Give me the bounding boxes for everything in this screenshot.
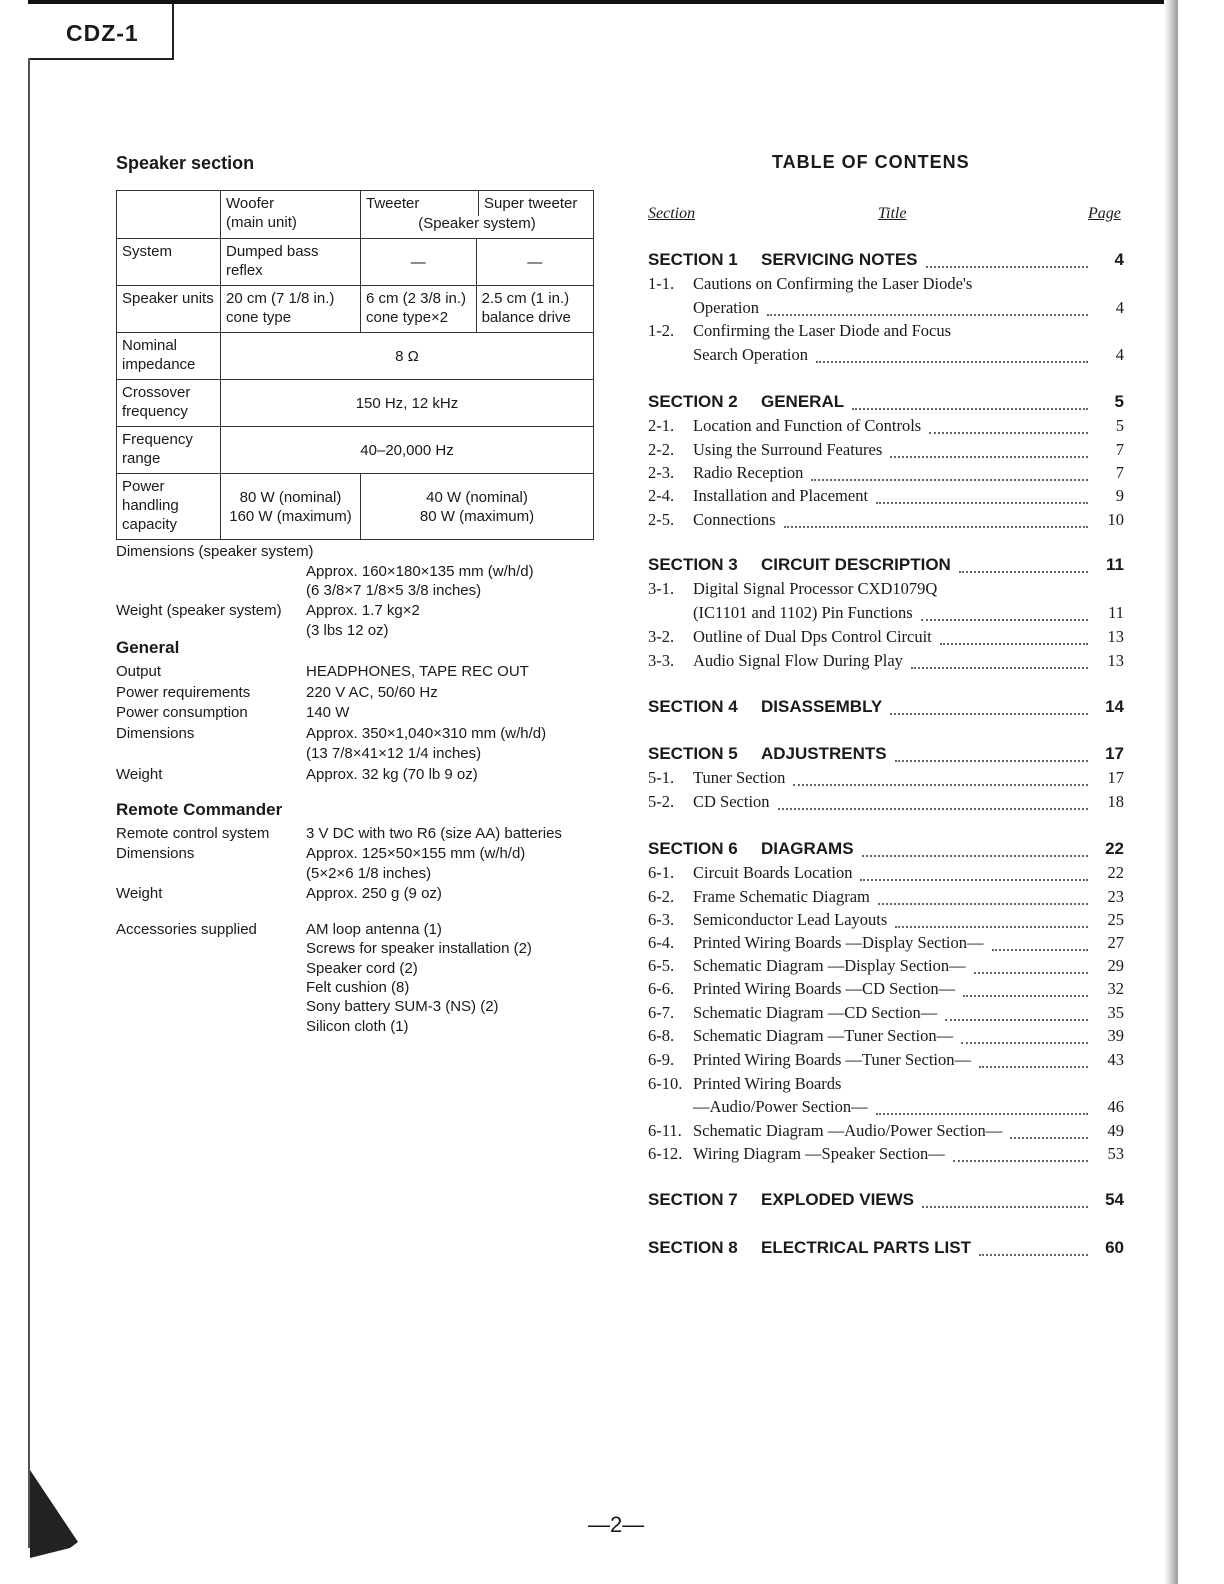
- toc-leader-dots: [811, 478, 1088, 481]
- speaker-dimensions-value: Approx. 160×180×135 mm (w/h/d): [306, 563, 534, 580]
- toc-entry[interactable]: [648, 463, 1124, 486]
- toc-leader-dots: [963, 994, 1088, 997]
- toc-entry-title: Wiring Diagram —Speaker Section—: [693, 1144, 945, 1163]
- table-header-tweeter: Tweeter: [361, 191, 479, 216]
- spec-label: Power consumption: [116, 704, 248, 721]
- table-row-label: Crossover frequency: [117, 380, 221, 427]
- table-cell: 20 cm (7 1/8 in.) cone type: [221, 286, 361, 333]
- left-margin-rule: [28, 58, 30, 1548]
- toc-entry-page: 17: [1105, 744, 1124, 763]
- spec-value: HEADPHONES, TAPE REC OUT: [306, 663, 529, 680]
- toc-entry-page: 5: [1115, 416, 1124, 435]
- toc-entry-page: 43: [1107, 1050, 1124, 1069]
- toc-entry-page: 11: [1108, 603, 1124, 622]
- accessory-item: Screws for speaker installation (2): [306, 940, 532, 958]
- table-cell: 2.5 cm (1 in.) balance drive: [476, 286, 593, 333]
- toc-leader-dots: [878, 902, 1088, 905]
- toc-entry-number: 2-5.: [648, 510, 675, 529]
- speaker-weight-value: Approx. 1.7 kg×2: [306, 602, 420, 619]
- table-cell: 150 Hz, 12 kHz: [221, 380, 594, 427]
- spec-value: 220 V AC, 50/60 Hz: [306, 683, 438, 701]
- toc-entry-page: 10: [1107, 510, 1124, 529]
- toc-leader-dots: [1010, 1136, 1088, 1139]
- model-label: CDZ-1: [66, 20, 139, 46]
- toc-leader-dots: [979, 1253, 1088, 1256]
- toc-entry[interactable]: [648, 440, 1124, 463]
- toc-entry-page: 22: [1107, 863, 1124, 882]
- toc-leader-dots: [953, 1159, 1088, 1162]
- toc-entry-title: Semiconductor Lead Layouts: [693, 910, 888, 929]
- toc-entry-title: Printed Wiring Boards —Display Section—: [693, 933, 984, 952]
- spec-value: Approx. 125×50×155 mm (w/h/d): [306, 845, 526, 862]
- toc-entry-title: Connections: [693, 510, 776, 529]
- toc-entry-page: 25: [1107, 910, 1124, 929]
- toc-leader-dots: [784, 525, 1088, 528]
- accessory-item: Silicon cloth (1): [306, 1017, 409, 1035]
- toc-leader-dots: [816, 360, 1088, 363]
- toc-entry-title: Schematic Diagram —Display Section—: [693, 956, 966, 975]
- toc-leader-dots: [862, 854, 1088, 857]
- speaker-dimensions-inches: (6 3/8×7 1/8×5 3/8 inches): [306, 582, 482, 599]
- toc-leader-dots: [974, 971, 1088, 974]
- toc-entry[interactable]: [648, 298, 1124, 321]
- table-row: [117, 474, 594, 540]
- speaker-dimensions-label: Dimensions (speaker system): [116, 543, 314, 560]
- toc-title: TABLE OF CONTENS: [772, 152, 970, 172]
- toc-entry-number: 6-12.: [648, 1144, 683, 1163]
- accessory-item: Sony battery SUM-3 (NS) (2): [306, 998, 499, 1016]
- spec-label: Output: [116, 663, 162, 680]
- accessory-item: Speaker cord (2): [306, 959, 418, 977]
- toc-entry[interactable]: [648, 863, 1124, 886]
- toc-entry-number: 6-9.: [648, 1050, 675, 1069]
- toc-entry-title: Circuit Boards Location: [693, 863, 853, 882]
- toc-entry[interactable]: [648, 956, 1124, 979]
- toc-leader-dots: [860, 878, 1088, 881]
- toc-entry-number: 6-4.: [648, 933, 675, 952]
- toc-leader-dots: [793, 783, 1088, 786]
- table-cell: —: [361, 239, 477, 286]
- toc-entry-number: 3-1.: [648, 579, 675, 598]
- toc-entry-title: Printed Wiring Boards —Tuner Section—: [693, 1050, 971, 1069]
- table-header-woofer: [221, 191, 361, 239]
- toc-entry-title: Printed Wiring Boards —CD Section—: [693, 979, 956, 998]
- toc-entry-page: 5: [1114, 392, 1124, 411]
- table-cell: 40 W (nominal) 80 W (maximum): [361, 474, 594, 540]
- toc-entry-number: 6-8.: [648, 1026, 675, 1045]
- toc-leader-dots: [961, 1041, 1088, 1044]
- toc-entry[interactable]: [648, 1144, 1124, 1167]
- toc-entry[interactable]: [648, 792, 1124, 815]
- speaker-section-title: Speaker section: [116, 153, 255, 173]
- table-cell: 6 cm (2 3/8 in.) cone type×2: [361, 286, 477, 333]
- toc-entry-title: ELECTRICAL PARTS LIST: [761, 1238, 971, 1257]
- toc-entry-title: Digital Signal Processor CXD1079Q: [693, 579, 938, 598]
- toc-entry-page: 9: [1115, 486, 1124, 505]
- toc-entry-title: Tuner Section: [693, 768, 786, 787]
- toc-entry[interactable]: [648, 910, 1124, 933]
- toc-entry[interactable]: [648, 579, 1124, 602]
- spec-value: Approx. 250 g (9 oz): [306, 885, 442, 902]
- toc-col-section: Section: [648, 205, 696, 222]
- toc-leader-dots: [945, 1018, 1088, 1021]
- toc-entry-page: 4: [1114, 250, 1124, 269]
- toc-entry-page: 53: [1107, 1144, 1124, 1163]
- corner-fold-mark: [30, 1470, 100, 1560]
- spec-label: Weight: [116, 885, 163, 902]
- table-row: [117, 380, 594, 427]
- table-row-label: Frequency range: [117, 427, 221, 474]
- table-row: [117, 239, 594, 286]
- table-cell: 8 Ω: [221, 333, 594, 380]
- spec-label: Remote control system: [116, 825, 270, 842]
- toc-entry-title: ADJUSTRENTS: [761, 744, 887, 763]
- toc-entry-title: —Audio/Power Section—: [693, 1097, 868, 1116]
- toc-entry-number: 3-2.: [648, 627, 675, 646]
- table-cell: —: [476, 239, 593, 286]
- spec-label: Power requirements: [116, 683, 251, 701]
- remote-commander-title: Remote Commander: [116, 800, 283, 819]
- toc-entry-page: 14: [1105, 697, 1124, 716]
- table-row-label: System: [117, 239, 221, 286]
- toc-entry[interactable]: [648, 416, 1124, 439]
- toc-entry-title: Printed Wiring Boards: [693, 1074, 842, 1093]
- toc-entry[interactable]: [648, 321, 1124, 344]
- toc-leader-dots: [911, 666, 1088, 669]
- toc-entry-number: 2-2.: [648, 440, 675, 459]
- table-cell: 80 W (nominal) 160 W (maximum): [221, 474, 361, 540]
- toc-entry-number: 6-11.: [648, 1121, 682, 1140]
- toc-entry-number: SECTION 3: [648, 555, 738, 574]
- toc-entry-page: 7: [1115, 463, 1124, 482]
- toc-leader-dots: [778, 807, 1088, 810]
- table-row-label: Nominal impedance: [117, 333, 221, 380]
- toc-entry-page: 17: [1107, 768, 1124, 787]
- toc-entry-number: SECTION 6: [648, 839, 738, 858]
- toc-entry-number: 5-1.: [648, 768, 675, 787]
- toc-leader-dots: [852, 407, 1088, 410]
- toc-entry-number: SECTION 2: [648, 392, 738, 411]
- toc-leader-dots: [926, 265, 1088, 268]
- toc-entry[interactable]: [648, 1074, 1124, 1097]
- toc-entry-number: SECTION 8: [648, 1238, 738, 1257]
- toc-entry[interactable]: [648, 603, 1124, 626]
- toc-section-heading[interactable]: [648, 555, 1124, 578]
- model-label-box: [28, 4, 174, 60]
- toc-section-heading[interactable]: [648, 744, 1124, 767]
- toc-entry-title: (IC1101 and 1102) Pin Functions: [693, 603, 913, 622]
- toc-entry-title: Using the Surround Features: [693, 440, 883, 459]
- toc-leader-dots: [979, 1065, 1088, 1068]
- table-header-speaker-system: [361, 191, 594, 239]
- toc-entry-title: Schematic Diagram —CD Section—: [693, 1003, 938, 1022]
- toc-entry-page: 22: [1105, 839, 1124, 858]
- toc-section-heading[interactable]: [648, 392, 1124, 415]
- toc-entry-page: 46: [1107, 1097, 1124, 1116]
- speaker-weight-lbs: (3 lbs 12 oz): [306, 622, 389, 639]
- toc-entry-title: Search Operation: [693, 345, 808, 364]
- toc-entry[interactable]: [648, 274, 1124, 297]
- toc-entry[interactable]: [648, 933, 1124, 956]
- toc-leader-dots: [922, 1205, 1088, 1208]
- toc-entry[interactable]: [648, 510, 1124, 533]
- toc-entry-title: Confirming the Laser Diode and Focus: [693, 321, 951, 340]
- toc-entry-page: 13: [1107, 627, 1124, 646]
- toc-entry[interactable]: [648, 486, 1124, 509]
- toc-section-heading[interactable]: [648, 1238, 1124, 1261]
- toc-entry-number: 2-3.: [648, 463, 675, 482]
- toc-entry-number: 1-2.: [648, 321, 675, 340]
- page-edge-shadow: [1164, 0, 1178, 1584]
- spec-value: 3 V DC with two R6 (size AA) batteries: [306, 825, 562, 842]
- toc-entry[interactable]: [648, 651, 1124, 674]
- spec-label: Weight: [116, 765, 163, 783]
- toc-entry-title: Frame Schematic Diagram: [693, 887, 870, 906]
- toc-leader-dots: [895, 925, 1088, 928]
- toc-entry-number: 6-1.: [648, 863, 675, 882]
- toc-entry-title: Radio Reception: [693, 463, 804, 482]
- toc-leader-dots: [940, 642, 1088, 645]
- general-title: General: [116, 638, 180, 657]
- toc-entry-page: 23: [1107, 887, 1124, 906]
- table-header-super-tweeter: Super tweeter: [484, 195, 578, 212]
- toc-entry-page: 13: [1107, 651, 1124, 670]
- toc-entry-title: Audio Signal Flow During Play: [693, 651, 903, 670]
- toc-col-title: Title: [878, 205, 907, 222]
- toc-entry-page: 39: [1107, 1026, 1124, 1045]
- toc-entry[interactable]: [648, 1050, 1124, 1073]
- accessory-item: Felt cushion (8): [306, 978, 410, 996]
- table-header-system-note: (Speaker system): [418, 215, 536, 232]
- toc-entry-title: CIRCUIT DESCRIPTION: [761, 555, 951, 574]
- spec-value: 140 W: [306, 704, 350, 721]
- toc-entry[interactable]: [648, 345, 1124, 368]
- toc-entry-number: 3-3.: [648, 651, 675, 670]
- toc-section-heading[interactable]: [648, 697, 1124, 720]
- toc-entry-number: 2-4.: [648, 486, 675, 505]
- toc-entry-title: Operation: [693, 298, 759, 317]
- accessory-item: AM loop antenna (1): [306, 921, 442, 938]
- speaker-weight-label: Weight (speaker system): [116, 602, 282, 619]
- toc-entry-page: 4: [1115, 345, 1124, 364]
- toc-entry[interactable]: [648, 887, 1124, 910]
- toc-leader-dots: [959, 570, 1088, 573]
- toc-entry-title: Outline of Dual Dps Control Circuit: [693, 627, 932, 646]
- table-row-label: Power handling capacity: [117, 474, 221, 540]
- toc-entry-number: 6-10.: [648, 1074, 683, 1093]
- table-cell: [117, 191, 221, 239]
- accessories-label: Accessories supplied: [116, 921, 257, 938]
- table-row-label: Speaker units: [117, 286, 221, 333]
- page-number: —2—: [588, 1512, 645, 1537]
- toc-entry-number: 2-1.: [648, 416, 675, 435]
- toc-entry-number: 6-6.: [648, 979, 675, 998]
- toc-entry-number: 6-3.: [648, 910, 675, 929]
- spec-label: Dimensions: [116, 724, 195, 742]
- toc-entry-number: SECTION 1: [648, 250, 738, 269]
- toc-leader-dots: [890, 455, 1088, 458]
- toc-entry-title: DIAGRAMS: [761, 839, 854, 858]
- toc-entry-title: Location and Function of Controls: [693, 416, 922, 435]
- toc-entry-title: SERVICING NOTES: [761, 250, 918, 269]
- toc-entry-title: GENERAL: [761, 392, 845, 411]
- toc-entry-title: DISASSEMBLY: [761, 697, 883, 716]
- table-cell: 40–20,000 Hz: [221, 427, 594, 474]
- toc-section-heading[interactable]: [648, 1190, 1124, 1213]
- toc-entry[interactable]: [648, 979, 1124, 1002]
- toc-entry-title: Cautions on Confirming the Laser Diode's: [693, 274, 973, 293]
- spec-value: (5×2×6 1/8 inches): [306, 865, 432, 882]
- top-border: [28, 0, 1178, 4]
- toc-entry-number: 6-5.: [648, 956, 675, 975]
- toc-entry-page: 7: [1115, 440, 1124, 459]
- toc-entry-page: 27: [1107, 933, 1124, 952]
- table-header-row: [117, 191, 594, 239]
- table-row: [117, 427, 594, 474]
- toc-entry-page: 35: [1107, 1003, 1124, 1022]
- toc-entry-number: SECTION 5: [648, 744, 738, 763]
- toc-leader-dots: [929, 431, 1088, 434]
- toc-entry-number: SECTION 4: [648, 697, 738, 716]
- toc-entry[interactable]: [648, 1097, 1124, 1120]
- toc-leader-dots: [895, 759, 1088, 762]
- toc-leader-dots: [921, 618, 1088, 621]
- toc-entry-number: SECTION 7: [648, 1190, 738, 1209]
- toc-entry[interactable]: [648, 1003, 1124, 1026]
- toc-entry-page: 29: [1107, 956, 1124, 975]
- table-row: [117, 286, 594, 333]
- woofer-header-text: Woofer (main unit): [226, 195, 297, 231]
- toc-entry-page: 11: [1106, 555, 1124, 574]
- spec-value: Approx. 32 kg (70 lb 9 oz): [306, 765, 478, 783]
- toc-entry-page: 18: [1107, 792, 1124, 811]
- toc-entry-page: 54: [1105, 1190, 1124, 1209]
- toc-entry-title: Installation and Placement: [693, 486, 869, 505]
- speaker-spec-table: [116, 190, 594, 540]
- toc-section-heading[interactable]: [648, 250, 1124, 273]
- toc-col-page: Page: [1088, 205, 1121, 222]
- toc-entry[interactable]: [648, 1121, 1124, 1144]
- toc-entry-page: 32: [1107, 979, 1124, 998]
- toc-entry[interactable]: [648, 768, 1124, 791]
- toc-leader-dots: [767, 313, 1088, 316]
- toc-entry-title: EXPLODED VIEWS: [761, 1190, 915, 1209]
- toc-entry-title: Schematic Diagram —Audio/Power Section—: [693, 1121, 1003, 1140]
- toc-entry-title: Schematic Diagram —Tuner Section—: [693, 1026, 954, 1045]
- toc-entry-number: 5-2.: [648, 792, 675, 811]
- toc-leader-dots: [876, 1112, 1088, 1115]
- toc-entry[interactable]: [648, 627, 1124, 650]
- toc-leader-dots: [876, 501, 1088, 504]
- spec-value: Approx. 350×1,040×310 mm (w/h/d): [306, 724, 547, 742]
- toc-entry[interactable]: [648, 1026, 1124, 1049]
- toc-entry-page: 49: [1107, 1121, 1124, 1140]
- spec-label: Dimensions: [116, 845, 195, 862]
- toc-entry-page: 4: [1115, 298, 1124, 317]
- spec-value: (13 7/8×41×12 1/4 inches): [306, 745, 482, 762]
- toc-leader-dots: [890, 712, 1088, 715]
- toc-leader-dots: [992, 948, 1088, 951]
- table-row: [117, 333, 594, 380]
- toc-entry-number: 6-7.: [648, 1003, 675, 1022]
- toc-entry-number: 1-1.: [648, 274, 675, 293]
- toc-section-heading[interactable]: [648, 839, 1124, 862]
- toc-entry-page: 60: [1105, 1238, 1124, 1257]
- toc-entry-number: 6-2.: [648, 887, 675, 906]
- table-cell: Dumped bass reflex: [221, 239, 361, 286]
- toc-entry-title: CD Section: [693, 792, 770, 811]
